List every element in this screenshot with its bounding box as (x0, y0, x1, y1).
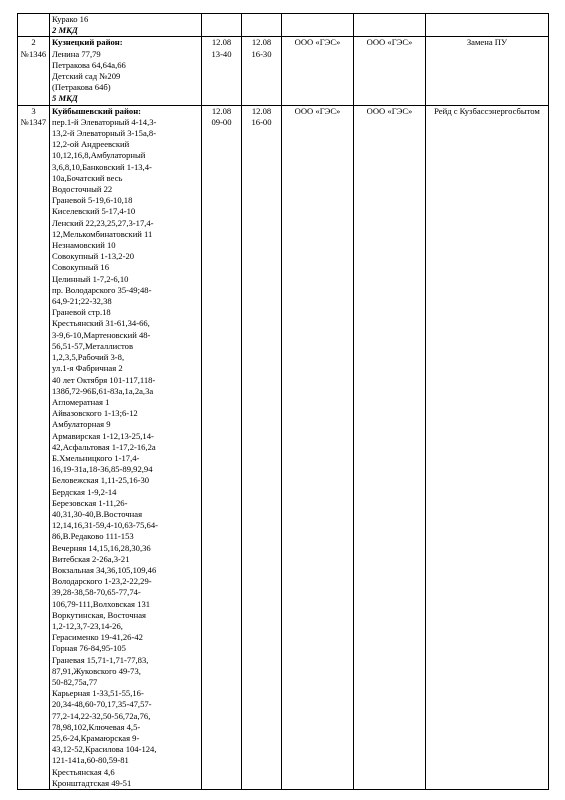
address-line: Граневой стр.18 (52, 307, 111, 318)
responsible-organization: ООО «ГЭС» (366, 105, 413, 116)
address-line: 138б,72-96Б,61-83а,1а,2а,3а (52, 385, 154, 396)
start-date: 12.08 (211, 105, 232, 116)
address-line: Б.Хмельницкого 1-17,4- (52, 452, 140, 463)
address-line: 16,19-31а,18-36,85-89,92,94 (52, 464, 153, 475)
reason-cell (426, 105, 549, 789)
start-time: 09-00 (211, 116, 232, 127)
responsible-organization: ООО «ГЭС» (366, 37, 413, 48)
address-line: Совокупный 1-13,2-20 (52, 251, 135, 262)
address-line: Герасименко 19-41,26-42 (52, 632, 143, 643)
end-cell (242, 14, 282, 37)
address-line: Воркутинская, Восточная (52, 609, 147, 620)
end-cell (242, 37, 282, 105)
address-line: Вечерняя 14,15,16,28,30,36 (52, 542, 151, 553)
address-line: 56,51-57,Металлистов (52, 340, 134, 351)
address-line: 40 лет Октября 101-117,118- (52, 374, 156, 385)
address-line: Водосточный 22 (52, 184, 113, 195)
address-line: Ленина 77,79 (52, 48, 101, 59)
row-number: 2 (31, 37, 36, 48)
address-line: Вокзальная 34,36,105,109,46 (52, 564, 157, 575)
address-cell (50, 14, 202, 37)
table-row (18, 37, 549, 105)
responsible-cell (354, 37, 426, 105)
address-line: Бердская 1-9,2-14 (52, 486, 117, 497)
address-line: Крестьянский 31-61,34-66, (52, 318, 150, 329)
organization-cell (282, 105, 354, 789)
address-line: 3,6,8,10,Банковский 1-13,4- (52, 161, 152, 172)
organization: ООО «ГЭС» (294, 37, 341, 48)
address-line: 25,6-24,Крамаюрская 9- (52, 733, 140, 743)
address-line: Кронштадтская 49-51 (52, 777, 132, 788)
district-name: Кузнецкий район: (52, 37, 123, 48)
reason-cell (426, 14, 549, 37)
end-cell (242, 105, 282, 789)
start-date: 12.08 (211, 37, 232, 48)
address-line: Беловежская 1,11-25,16-30 (52, 475, 150, 486)
address-line: Незнамовский 10 (52, 240, 116, 251)
row-number: 3 (31, 105, 36, 116)
address-line: 78,98,102,Ключевая 4,5- (52, 721, 141, 732)
order-number: №1347 (20, 116, 47, 127)
row-number-cell (18, 105, 50, 789)
address-line: Витебская 2-26а,3-21 (52, 553, 130, 564)
start-cell (202, 14, 242, 37)
address-line: Граневой 5-19,6-10,18 (52, 195, 133, 206)
table-row (18, 105, 549, 789)
address-line: 10,12,16,8,Амбулаторный (52, 150, 146, 161)
address-line: 106,79-111,Волховская 131 (52, 598, 151, 609)
address-line: Горная 76-84,95-105 (52, 643, 126, 654)
organization-cell (282, 37, 354, 105)
address-line: Армавирская 1-12,13-25,14- (52, 430, 154, 441)
mkd-count: 2 МКД (52, 25, 78, 36)
address-line: 121-141а,60-80,59-81 (52, 755, 129, 766)
address-line: 13,2-й Элеваторный 3-15а,8- (52, 128, 157, 139)
table-row (18, 14, 549, 37)
address-line: 12,2-ой Андреевский (52, 139, 130, 150)
address-line: 43,12-52,Красилова 104-124, (52, 744, 157, 755)
reason-text: Замена ПУ (466, 37, 508, 48)
address-line: 3-9,6-10,Мартеновский 48- (52, 329, 151, 340)
address-line: Ленский 22,23,25,27,3-17,4- (52, 217, 154, 228)
address-line: Граневая 15,71-1,71-77,83, (52, 654, 149, 665)
address-line: 20,34-48,60-70,17,35-47,57- (52, 699, 152, 710)
responsible-cell (354, 105, 426, 789)
address-line: Петракова 64,64а,66 (52, 59, 126, 70)
address-cell (50, 105, 202, 789)
reason-cell (426, 37, 549, 105)
address-line: Володарского 1-23,2-22,29- (52, 576, 152, 587)
address-line: 39,28-38,58-70,65-77,74- (52, 587, 141, 598)
address-line: 40,31,30-40,В.Восточная (52, 508, 143, 519)
address-line: 64,9-21;22-32,38 (52, 296, 112, 307)
end-date: 12.08 (251, 37, 272, 48)
address-line: пр. Володарского 35-49;48- (52, 284, 152, 295)
address-line: Совокупный 16 (52, 262, 109, 273)
organization: ООО «ГЭС» (294, 105, 341, 116)
address-line: ул.1-я Фабричная 2 (52, 363, 123, 374)
address-line: Айвазовского 1-13;6-12 (52, 408, 138, 419)
address-cell (50, 37, 202, 105)
end-time: 16-30 (251, 48, 272, 59)
address-line: 10а,Бочатский весь (52, 172, 123, 183)
address-line: Крестьянская 4,6 (52, 766, 115, 777)
address-line: 86,В.Редаково 111-153 (52, 531, 134, 542)
order-number: №1346 (20, 48, 47, 59)
row-number-cell (18, 14, 50, 37)
address-line: Амбулаторная 9 (52, 419, 111, 430)
address-line: пер.1-й Элеваторный 4-14,3- (52, 116, 157, 127)
address-line: 50-82,75а,77 (52, 676, 98, 687)
mkd-count: 5 МКД (52, 93, 78, 104)
address-line: (Петракова 64б) (52, 82, 111, 93)
outage-schedule-table (17, 13, 549, 790)
address-line: Агломератная 1 (52, 396, 110, 407)
address-line: Карьерная 1-33,51-55,16- (52, 688, 144, 699)
start-cell (202, 37, 242, 105)
address-line: 1,2,3,5,Рабочий 3-8, (52, 352, 125, 363)
address-line: Детский сад №209 (52, 71, 121, 82)
address-line: Березовская 1-11,26- (52, 497, 128, 508)
responsible-cell (354, 14, 426, 37)
start-cell (202, 105, 242, 789)
end-date: 12.08 (251, 105, 272, 116)
row-number-cell (18, 37, 50, 105)
address-line: 77,2-14,22-32,50-56,72а,76, (52, 710, 151, 721)
address-line: 42,Асфальтовая 1-17,2-16,2а (52, 441, 156, 452)
end-time: 16-00 (251, 116, 272, 127)
address-line: Целинный 1-7,2-6,10 (52, 273, 129, 284)
address-line: Киселевский 5-17,4-10 (52, 206, 136, 217)
start-time: 13-40 (211, 48, 232, 59)
address-line: 12,Мелькомбинатовский 11 (52, 228, 153, 239)
address-line: Курако 16 (52, 14, 89, 24)
address-line: 87,91,Жуковского 49-73, (52, 665, 141, 676)
address-line: 1,2-12,3,7-23,14-26, (52, 620, 123, 631)
organization-cell (282, 14, 354, 37)
address-line: 12,14,16,31-59,4-10,63-75,64- (52, 520, 158, 531)
reason-text: Рейд с Кузбассэнергосбытом (434, 105, 540, 116)
table-body (18, 14, 549, 790)
district-name: Куйбышевский район: (52, 105, 142, 116)
